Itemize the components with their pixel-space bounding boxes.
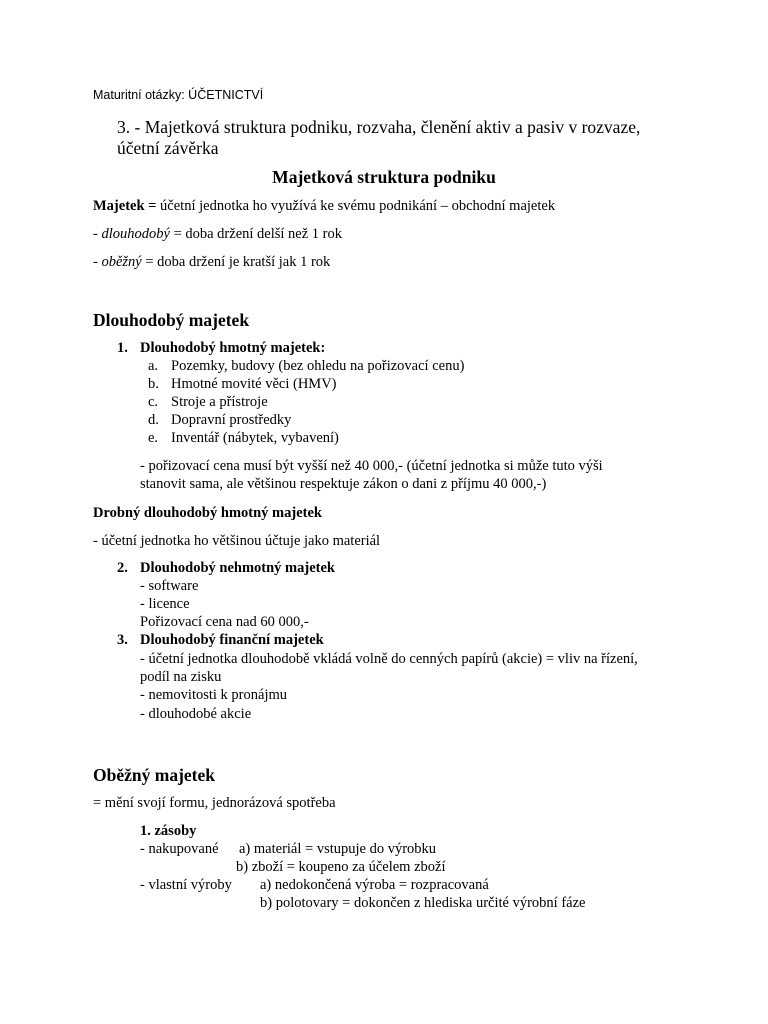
zasoby-title: 1. zásoby	[140, 823, 197, 839]
dlouhodoby-heading: Dlouhodobý majetek	[93, 310, 250, 330]
vlastni-label: - vlastní výroby	[140, 877, 232, 893]
nakupovane-label: - nakupované	[140, 841, 219, 857]
drobny-text: - účetní jednotka ho většinou účtuje jako materiál	[93, 533, 381, 549]
item2-line: - software	[140, 578, 199, 594]
item3-line: - nemovitosti k pronájmu	[140, 687, 287, 703]
item2-title: Dlouhodobý nehmotný majetek	[140, 560, 335, 576]
drobny-heading: Drobný dlouhodobý hmotný majetek	[93, 505, 322, 521]
dash: -	[93, 254, 102, 270]
item3-title: Dlouhodobý finanční majetek	[140, 632, 324, 648]
dlouhodoby-term: dlouhodobý	[101, 226, 170, 242]
subitem-text: Stroje a přístroje	[171, 394, 268, 410]
item1-note-line: - pořizovací cena musí být vyšší než 40 000,- (účetní jednotka si může tuto výši	[140, 458, 603, 474]
majetek-term: Majetek =	[93, 198, 157, 214]
obezny-definition	[93, 254, 330, 271]
item3-line: - účetní jednotka dlouhodobě vkládá volně do cenných papírů (akcie) = vliv na řízení,	[140, 651, 638, 667]
dlouhodoby-definition	[93, 226, 342, 243]
subitem-text: Dopravní prostředky	[171, 412, 292, 428]
item2-line: - licence	[140, 596, 190, 612]
subitem-text: Hmotné movité věci (HMV)	[171, 376, 337, 392]
item3-line: podíl na zisku	[140, 669, 222, 685]
item3-number: 3.	[117, 632, 128, 648]
obezny-heading: Oběžný majetek	[93, 765, 215, 785]
question-title: 3. - Majetková struktura podniku, rozvaha, členění aktiv a pasiv v rozvaze, účetní závěrka	[117, 117, 641, 158]
obezny-term: oběžný	[101, 254, 142, 270]
item1-note-line: stanovit sama, ale většinou respektuje zákon o dani z příjmu 40 000,-)	[140, 476, 547, 492]
document-header: Maturitní otázky: ÚČETNICTVÍ	[93, 88, 264, 102]
item2-line: Pořizovací cena nad 60 000,-	[140, 614, 309, 630]
item1-title: Dlouhodobý hmotný majetek:	[140, 340, 326, 356]
subitem-letter: e.	[148, 430, 159, 446]
subitem-letter: d.	[148, 412, 159, 428]
dash: -	[93, 226, 102, 242]
dlouhodoby-def: = doba držení delší než 1 rok	[169, 226, 342, 242]
subitem-letter: a.	[148, 358, 159, 374]
vlastni-b: b) polotovary = dokončen z hlediska určité výrobní fáze	[260, 895, 586, 911]
vlastni-a: a) nedokončená výroba = rozpracovaná	[260, 877, 489, 893]
nakupovane-b: b) zboží = koupeno za účelem zboží	[236, 859, 446, 875]
item2-number: 2.	[117, 560, 128, 576]
subitem-text: Pozemky, budovy (bez ohledu na pořizovací cenu)	[171, 358, 465, 374]
section-title: Majetková struktura podniku	[272, 167, 496, 187]
subitem-text: Inventář (nábytek, vybavení)	[171, 430, 339, 446]
subitem-letter: c.	[148, 394, 159, 410]
obezny-def: = doba držení je kratší jak 1 rok	[141, 254, 331, 270]
item3-line: - dlouhodobé akcie	[140, 706, 252, 722]
obezny-def: = mění svojí formu, jednorázová spotřeba	[93, 795, 336, 811]
majetek-definition	[93, 198, 555, 215]
majetek-def: účetní jednotka ho využívá ke svému podnikání – obchodní majetek	[156, 198, 556, 214]
item1-number: 1.	[117, 340, 128, 356]
subitem-letter: b.	[148, 376, 159, 392]
nakupovane-a: a) materiál = vstupuje do výrobku	[239, 841, 437, 857]
